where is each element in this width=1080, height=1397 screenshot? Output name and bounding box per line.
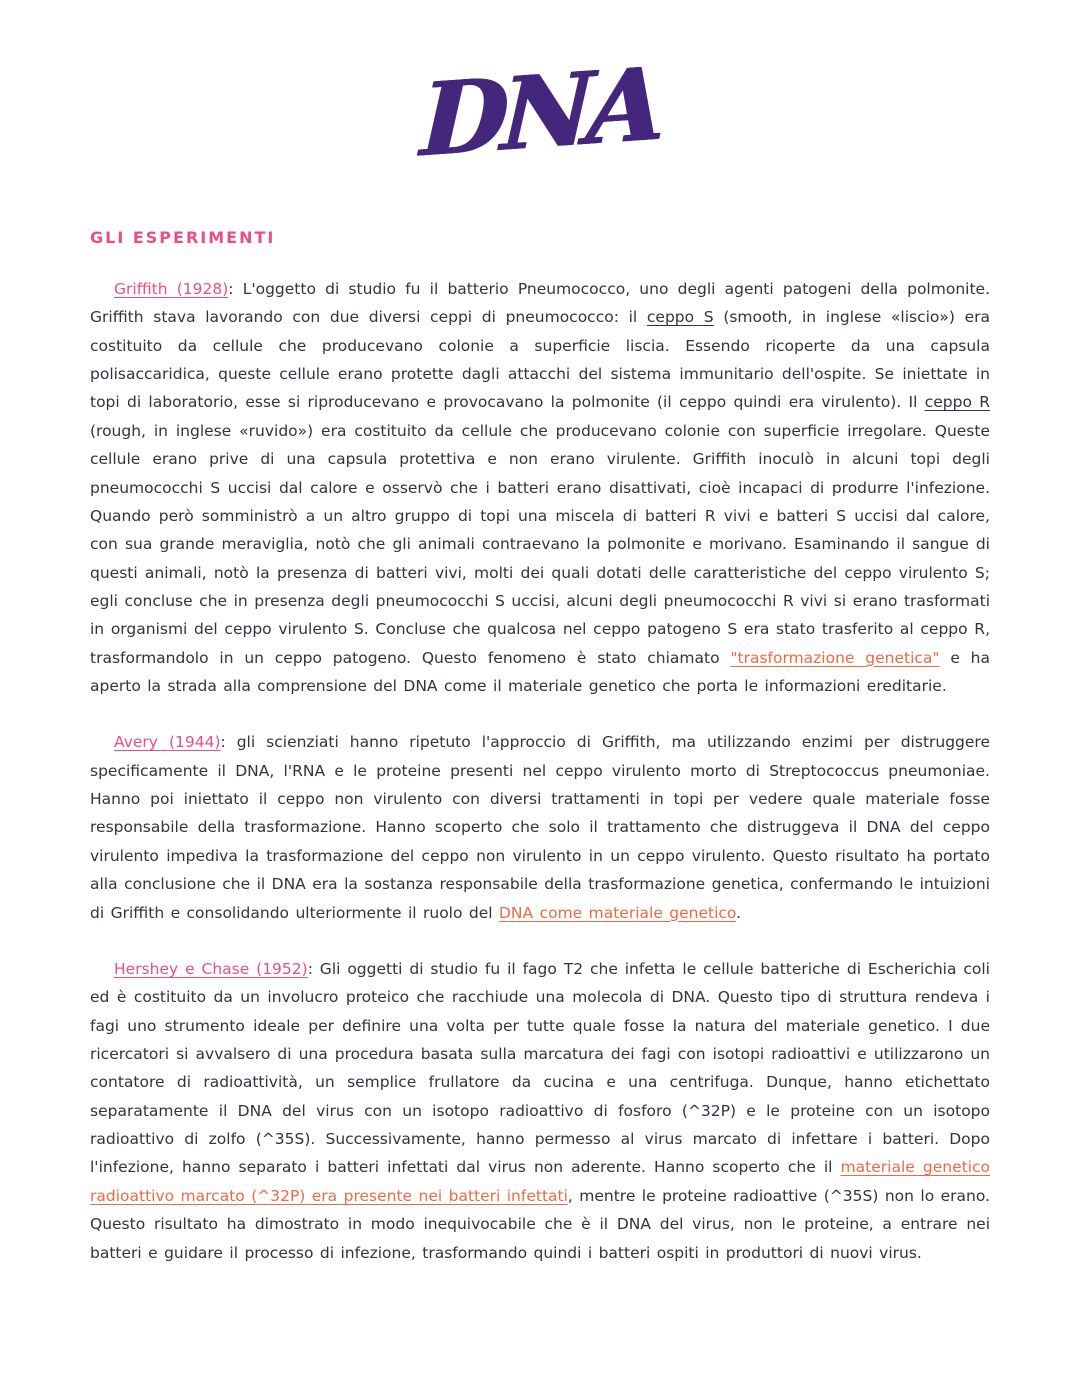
text-run: : Gli oggetti di studio fu il fago T2 che infetta le cellule batteriche di Escherichia coli ed è costituito da un involucro proteico che racchiude una molecola di DNA. Questo tipo di struttura rendeva i fagi uno strumento ideale per definire una volta per tutte quale fosse la natura del materiale genetico. I due ricercatori si avvalsero di una procedura basata sulla marcatura dei fagi con isotopi radioattivi e utilizzarono un contatore di radioattività, un semplice frullatore da cucina e una centrifuga. Dunque, hanno etichettato separatamente il DNA del virus con un isotopo radioattivo di fosforo (^32P) e le proteine con un isotopo radioattivo di zolfo (^35S). Successivamente, hanno permesso al virus marcato di infettare i batteri. Dopo l'infezione, hanno separato i batteri infettati dal virus non aderente. Hanno scoperto che il: [90, 959, 990, 1177]
text-run: , mentre le proteine radioattive (^35S) non lo erano. Questo risultato ha dimostrato in modo inequivocabile che è il DNA del virus, non le proteine, a entrare nei batteri e guidare il processo di infezione, trasformando quindi i batteri ospiti in produttori di nuovi virus.: [90, 1186, 990, 1262]
text-run: : L'oggetto di studio fu il batterio Pneumococco, uno degli agenti patogeni della polmonite. Griffith stava lavorando con due diversi ceppi di pneumococco: il: [90, 280, 990, 327]
dna-logo: DNA: [419, 44, 661, 180]
hershey-chase-title: Hershey e Chase (1952): [114, 959, 308, 978]
link-materiale-radioattivo[interactable]: materiale genetico radioattivo marcato (^32P) era presente nei batteri infettati: [90, 1158, 990, 1205]
term-ceppo-r: ceppo R: [924, 393, 990, 412]
text-run: : gli scienziati hanno ripetuto l'approccio di Griffith, ma utilizzando enzimi per distruggere specificamente il DNA, l'RNA e le proteine presenti nel ceppo virulento morto di Streptococcus pneumoniae. Hanno poi iniettato il ceppo non virulento con diversi trattamenti in topi per vedere quale materiale fosse responsabile della trasformazione. Hanno scoperto che solo il trattamento che distruggeva il DNA del ceppo virulento impediva la trasformazione del ceppo non virulento in un ceppo virulento. Questo risultato ha portato alla conclusione che il DNA era la sostanza responsabile della trasformazione genetica, confermando le intuizioni di Griffith e consolidando ulteriormente il ruolo del: [90, 733, 990, 922]
paragraph-avery: [90, 728, 990, 927]
text-run: (rough, in inglese «ruvido») era costituito da cellule che producevano colonie con superficie irregolare. Queste cellule erano prive di una capsula protettiva e non erano virulente. Griffith inoculò in alcuni topi degli pneumococchi S uccisi dal calore e osservò che i batteri erano disattivati, cioè incapaci di produrre l'infezione. Quando però somministrò a un altro gruppo di topi una miscela di batteri R vivi e batteri S uccisi dal calore, con sua grande meraviglia, notò che gli animali contraevano la polmonite e morivano. Esaminando il sangue di questi animali, notò la presenza di batteri vivi, molti dei quali dotati delle caratteristiche del ceppo virulento S; egli concluse che in presenza degli pneumococchi S uccisi, alcuni degli pneumococchi R vivi si erano trasformati in organismi del ceppo virulento S. Concluse che qualcosa nel ceppo patogeno S era stato trasferito al ceppo R, trasformandolo in un ceppo patogeno. Questo fenomeno è stato chiamato: [90, 421, 990, 667]
section-heading: GLI ESPERIMENTI: [90, 228, 276, 247]
griffith-title: Griffith (1928): [114, 280, 229, 298]
link-trasformazione-genetica[interactable]: "trasformazione genetica": [730, 648, 940, 667]
text-run: e ha aperto la strada alla comprensione del DNA come il materiale genetico che porta le informazioni ereditarie.: [90, 648, 990, 696]
link-dna-materiale-genetico[interactable]: DNA come materiale genetico: [499, 903, 737, 922]
text-run: (smooth, in inglese «liscio») era costituito da cellule che producevano colonie a superficie liscia. Essendo ricoperte da una capsula polisaccaridica, queste cellule erano protette dagli attacchi del sistema immunitario dell'ospite. Se iniettate in topi di laboratorio, esse si riproducevano e provocavano la polmonite (il ceppo quindi era virulento). Il: [90, 308, 990, 412]
paragraph-griffith: [90, 275, 990, 700]
term-ceppo-s: ceppo S: [646, 308, 714, 327]
text-run: .: [736, 903, 742, 922]
logo-container: [0, 0, 1080, 180]
paragraph-hershey-chase: [90, 955, 990, 1267]
avery-title: Avery (1944): [114, 733, 221, 752]
